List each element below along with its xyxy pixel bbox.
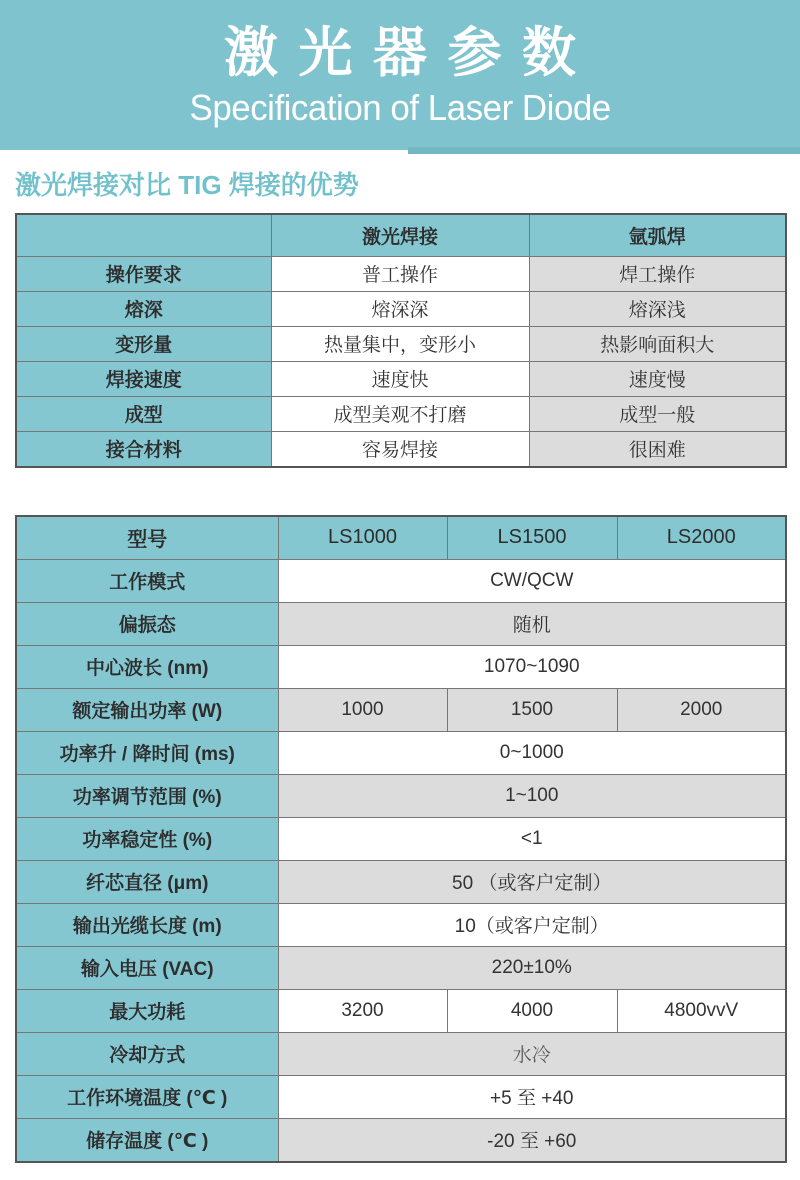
spec-value: 0~1000 [278,731,786,774]
spec-value: 1000 [278,688,447,731]
row-label: 功率调节范围 (%) [16,774,278,817]
spec-value: 1500 [447,688,617,731]
row-label: 功率升 / 降时间 (ms) [16,731,278,774]
section-title: 激光焊接对比 TIG 焊接的优势 [15,170,359,200]
table-row [16,559,786,602]
tig-weld-value: 很困难 [529,431,786,467]
table-row [16,946,786,989]
banner [0,0,800,150]
table-row [16,774,786,817]
comparison-header-cell: 激光焊接 [271,214,529,257]
row-label: 输入电压 (VAC) [16,946,278,989]
model-name-cell: LS1000 [278,516,447,560]
table-row [16,602,786,645]
table-row [16,731,786,774]
table-row [16,431,786,467]
spec-value: 水冷 [278,1032,786,1075]
spec-value: 3200 [278,989,447,1032]
laser-weld-value: 热量集中，变形小 [271,326,529,361]
row-label: 输出光缆长度 (m) [16,903,278,946]
row-label: 偏振态 [16,602,278,645]
row-label: 储存温度 (℃ ) [16,1118,278,1162]
spec-header-row [16,516,786,560]
spec-value: 4800vvV [617,989,786,1032]
tig-weld-value: 热影响面积大 [529,326,786,361]
table-row [16,989,786,1032]
table-row [16,860,786,903]
row-label: 变形量 [16,326,271,361]
table-row [16,396,786,431]
table-row [16,645,786,688]
comparison-header-cell [16,214,271,257]
row-label: 冷却方式 [16,1032,278,1075]
row-label: 工作环境温度 (℃ ) [16,1075,278,1118]
spec-value: -20 至 +60 [278,1118,786,1162]
spec-value: 220±10% [278,946,786,989]
banner-bottom-strip [408,147,800,154]
page-subtitle: Specification of Laser Diode [189,87,611,128]
spec-value: 2000 [617,688,786,731]
table-row [16,361,786,396]
row-label: 焊接速度 [16,361,271,396]
model-name-cell: LS1500 [447,516,617,560]
row-label: 操作要求 [16,256,271,291]
spec-value: 50 （或客户定制） [278,860,786,903]
table-row [16,817,786,860]
table-row [16,291,786,326]
laser-weld-value: 成型美观不打磨 [271,396,529,431]
row-label: 纤芯直径 (μm) [16,860,278,903]
tig-weld-value: 熔深浅 [529,291,786,326]
spec-header-label: 型号 [16,516,278,560]
table-row [16,256,786,291]
tig-weld-value: 速度慢 [529,361,786,396]
spec-value: CW/QCW [278,559,786,602]
table-row [16,903,786,946]
spec-value: +5 至 +40 [278,1075,786,1118]
spec-value: 1~100 [278,774,786,817]
table-row [16,326,786,361]
laser-weld-value: 熔深深 [271,291,529,326]
row-label: 接合材料 [16,431,271,467]
spec-value: 随机 [278,602,786,645]
laser-weld-value: 速度快 [271,361,529,396]
row-label: 额定输出功率 (W) [16,688,278,731]
row-label: 功率稳定性 (%) [16,817,278,860]
table-row [16,1118,786,1162]
tig-weld-value: 成型一般 [529,396,786,431]
spec-value: 1070~1090 [278,645,786,688]
comparison-table [15,213,787,468]
row-label: 中心波长 (nm) [16,645,278,688]
page-title: 激光器参数 [223,22,597,83]
laser-weld-value: 容易焊接 [271,431,529,467]
tig-weld-value: 焊工操作 [529,256,786,291]
spec-value: 10（或客户定制） [278,903,786,946]
row-label: 最大功耗 [16,989,278,1032]
row-label: 熔深 [16,291,271,326]
spec-value: <1 [278,817,786,860]
row-label: 工作模式 [16,559,278,602]
row-label: 成型 [16,396,271,431]
laser-weld-value: 普工操作 [271,256,529,291]
table-row [16,1032,786,1075]
table-row [16,1075,786,1118]
spec-table [15,515,787,1163]
comparison-header-cell: 氩弧焊 [529,214,786,257]
spec-value: 4000 [447,989,617,1032]
comparison-header-row [16,214,786,257]
model-name-cell: LS2000 [617,516,786,560]
table-row [16,688,786,731]
